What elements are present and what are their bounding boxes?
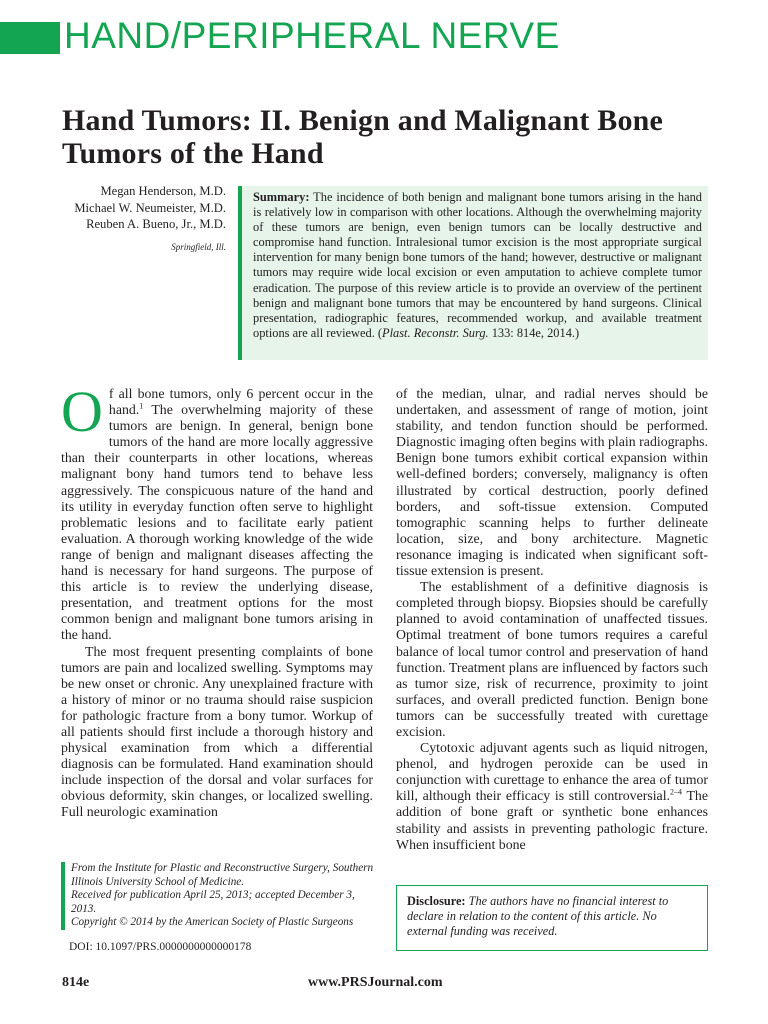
summary-box bbox=[238, 186, 708, 360]
disclosure-text: The authors have no financial interest to declare in relation to the content of this article. No external funding was received. bbox=[407, 894, 669, 939]
body-column-left bbox=[61, 379, 373, 821]
author-name: Michael W. Neumeister, M.D. bbox=[74, 200, 226, 215]
paragraph-text: The overwhelming majority of these tumors are benign. In general, benign bone tumors of the hand are more locally aggressive than their counterparts in other locations, whereas malignant bony hand tumors tend to behave less aggressively. The conspicuous nature of the hand and its utility in everyday function often serve to highlight problematic lesions and to facilitate early patient evaluation. A thorough working knowledge of the wide range of benign and malignant diseases affecting the hand is necessary for hand surgeons. The purpose of this article is to review the underlying disease, presentation, and treatment options for the most common benign and malignant bone tumors arising in the hand. bbox=[61, 402, 373, 643]
author-name: Reuben A. Bueno, Jr., M.D. bbox=[86, 217, 226, 231]
citation-journal: Plast. Reconstr. Surg. bbox=[382, 325, 489, 340]
body-paragraph: of the median, ulnar, and radial nerves should be undertaken, and assessment of range of motion, joint stability, and tendon function should be performed. Diagnostic imaging often begins with plain radiographs. Benign bone tumors exhibit cortical expansion within well-defined borders; conversely, malignancy is often illustrated by cortical destruction, poorly defined borders, and soft-tissue extension. Computed tomographic scanning helps to further delineate location, size, and bony architecture. Magnetic resonance imaging is indicated when significant soft-tissue extension is present. bbox=[396, 386, 708, 579]
paragraph-text: f all bone tumors, only 6 percent occur in the hand. bbox=[108, 386, 373, 418]
citation-open: ( bbox=[374, 325, 383, 340]
body-paragraph: The establishment of a definitive diagnosis is completed through biopsy. Biopsies should be carefully planned to avoid contamination of unaffected tissues. Optimal treatment of bone tumors requires a careful balance of local tumor control and preservation of hand function. Treatment plans are influenced by factors such as tumor size, risk of recurrence, proximity to joint surfaces, and overall predicted function. Benign bone tumors can be successfully treated with curettage excision. bbox=[396, 579, 708, 739]
institute-note: From the Institute for Plastic and Reconstructive Surgery, Southern Illinois University School of Medicine. bbox=[71, 862, 374, 888]
copyright-note: Copyright © 2014 by the American Society of Plastic Surgeons bbox=[71, 916, 354, 929]
page-number: 814e bbox=[62, 975, 90, 990]
section-color-bar bbox=[0, 22, 60, 54]
paragraph-text: Cytotoxic adjuvant agents such as liquid nitrogen, phenol, and hydrogen peroxide can be used in conjunction with curettage to enhance the area of tumor kill, although their efficacy is still controversial. bbox=[396, 740, 708, 804]
citation-details: 133: 814e, 2014.) bbox=[488, 325, 580, 340]
body-paragraph: The most frequent presenting complaints of bone tumors are pain and localized swelling. Symptoms may be new onset or chronic. Any unexplained fracture with a history of minor or no trauma should raise suspicion for pathologic fracture from a bony tumor. Workup of all patients should first include a thorough history and physical examination from which a differential diagnosis can be formulated. Hand examination should include inspection of the dorsal and volar surfaces for obvious deformity, skin changes, or localized swelling. Full neurologic examination bbox=[61, 643, 373, 820]
body-column-right bbox=[396, 386, 708, 853]
disclosure-label: Disclosure: bbox=[407, 894, 466, 908]
journal-url-link[interactable]: www.PRSJournal.com bbox=[308, 975, 443, 990]
article-title: Hand Tumors: II. Benign and Malignant Bone Tumors of the Hand bbox=[62, 104, 664, 170]
summary-label: Summary: bbox=[253, 190, 310, 204]
reference-marker[interactable]: 1 bbox=[139, 401, 144, 411]
author-city: Springfield, Ill. bbox=[171, 241, 226, 252]
drop-cap: O bbox=[61, 379, 103, 444]
received-note: Received for publication April 25, 2013; accepted December 3, 2013. bbox=[71, 889, 355, 915]
affiliation-box bbox=[61, 862, 381, 930]
summary-text: The incidence of both benign and malignant bone tumors arising in the hand is relatively low in comparison with other locations. Although the overwhelming majority of these tumors are benign, even benign tumors can be locally destructive and compromise hand function. Intralesional tumor excision is the most appropriate surgical intervention for many benign bone tumors of the hand; however, destructive or malignant tumors may require wide local excision or even amputation to achieve complete tumor eradication. The purpose of this review article is to provide an overview of the pertinent benign and malignant bone tumors that may be encountered by hand surgeons. Clinical presentation, radiographic features, recommended workup, and available treatment options are all reviewed. bbox=[253, 190, 702, 340]
author-name: Megan Henderson, M.D. bbox=[100, 184, 226, 198]
disclosure-box bbox=[396, 885, 708, 951]
doi-link[interactable]: DOI: 10.1097/PRS.0000000000000178 bbox=[69, 941, 252, 953]
paragraph-text: The addition of bone graft or synthetic bone enhances stability and assists in preventing pathologic fracture. When insufficient bone bbox=[396, 788, 708, 852]
section-title: HAND/PERIPHERAL NERVE bbox=[64, 15, 560, 56]
body-paragraph bbox=[61, 379, 373, 644]
reference-marker[interactable]: 2–4 bbox=[670, 787, 683, 797]
author-block bbox=[40, 183, 226, 255]
body-paragraph bbox=[396, 740, 708, 853]
